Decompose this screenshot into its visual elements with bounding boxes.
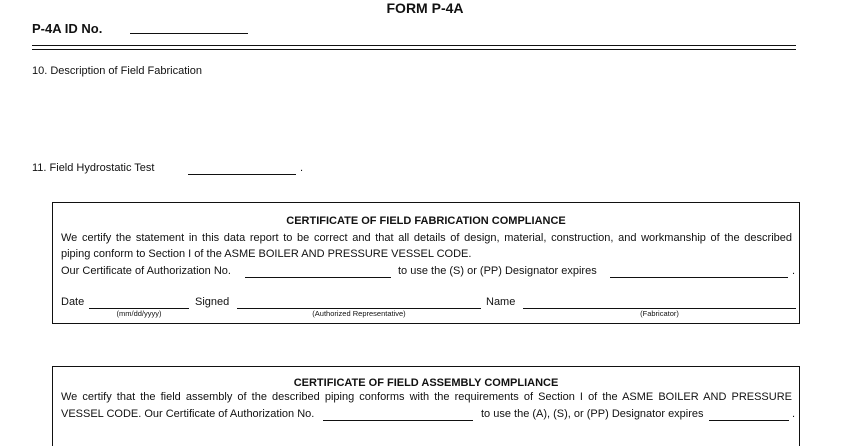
fabrication-authorization-number-field[interactable] xyxy=(245,277,391,278)
field-hydrostatic-test-field[interactable] xyxy=(188,174,296,175)
form-title: FORM P-4A xyxy=(386,0,464,16)
id-number-field[interactable] xyxy=(130,33,248,34)
field-fabrication-certificate xyxy=(52,202,800,324)
hydrostatic-test-period: . xyxy=(300,162,304,174)
fabricator-name-caption: (Fabricator) xyxy=(640,309,679,318)
assembly-period: . xyxy=(792,408,796,420)
fabrication-period: . xyxy=(792,265,796,277)
assembly-statement-line1: We certify that the field assembly of the described piping conforms with the requirements of Section I of the ASME BOILER AND PRESSURE xyxy=(61,391,792,403)
assembly-authorization-label: VESSEL CODE. Our Certificate of Authorization No. xyxy=(61,408,315,420)
fabrication-authorization-label: Our Certificate of Authorization No. xyxy=(61,265,231,277)
header-divider-top xyxy=(32,45,796,46)
assembly-certificate-title: CERTIFICATE OF FIELD ASSEMBLY COMPLIANCE xyxy=(293,377,559,389)
fabrication-date-caption: (mm/dd/yyyy) xyxy=(116,309,162,318)
fabrication-designator-label: to use the (S) or (PP) Designator expires xyxy=(398,265,597,277)
assembly-designator-expiry-field[interactable] xyxy=(709,420,789,421)
fabrication-date-label: Date xyxy=(61,296,85,308)
assembly-authorization-number-field[interactable] xyxy=(323,420,473,421)
field-assembly-certificate xyxy=(52,366,800,446)
description-field-fabrication-label: 10. Description of Field Fabrication xyxy=(32,65,202,77)
fabrication-name-label: Name xyxy=(486,296,516,308)
fabrication-signed-label: Signed xyxy=(195,296,230,308)
fabrication-statement-line1: We certify the statement in this data report to be correct and that all details of design, material, construction, and workmanship of the described xyxy=(61,232,792,244)
header-divider-bottom xyxy=(32,49,796,50)
fabrication-statement-line2: piping conform to Section I of the ASME BOILER AND PRESSURE VESSEL CODE. xyxy=(61,248,472,260)
fabrication-certificate-title: CERTIFICATE OF FIELD FABRICATION COMPLIANCE xyxy=(286,215,566,227)
id-number-label: P-4A ID No. xyxy=(32,21,103,36)
field-hydrostatic-test-label: 11. Field Hydrostatic Test xyxy=(32,162,155,174)
fabrication-designator-expiry-field[interactable] xyxy=(610,277,788,278)
fabrication-signature-caption: (Authorized Representative) xyxy=(312,309,406,318)
assembly-designator-label: to use the (A), (S), or (PP) Designator expires xyxy=(481,408,704,420)
